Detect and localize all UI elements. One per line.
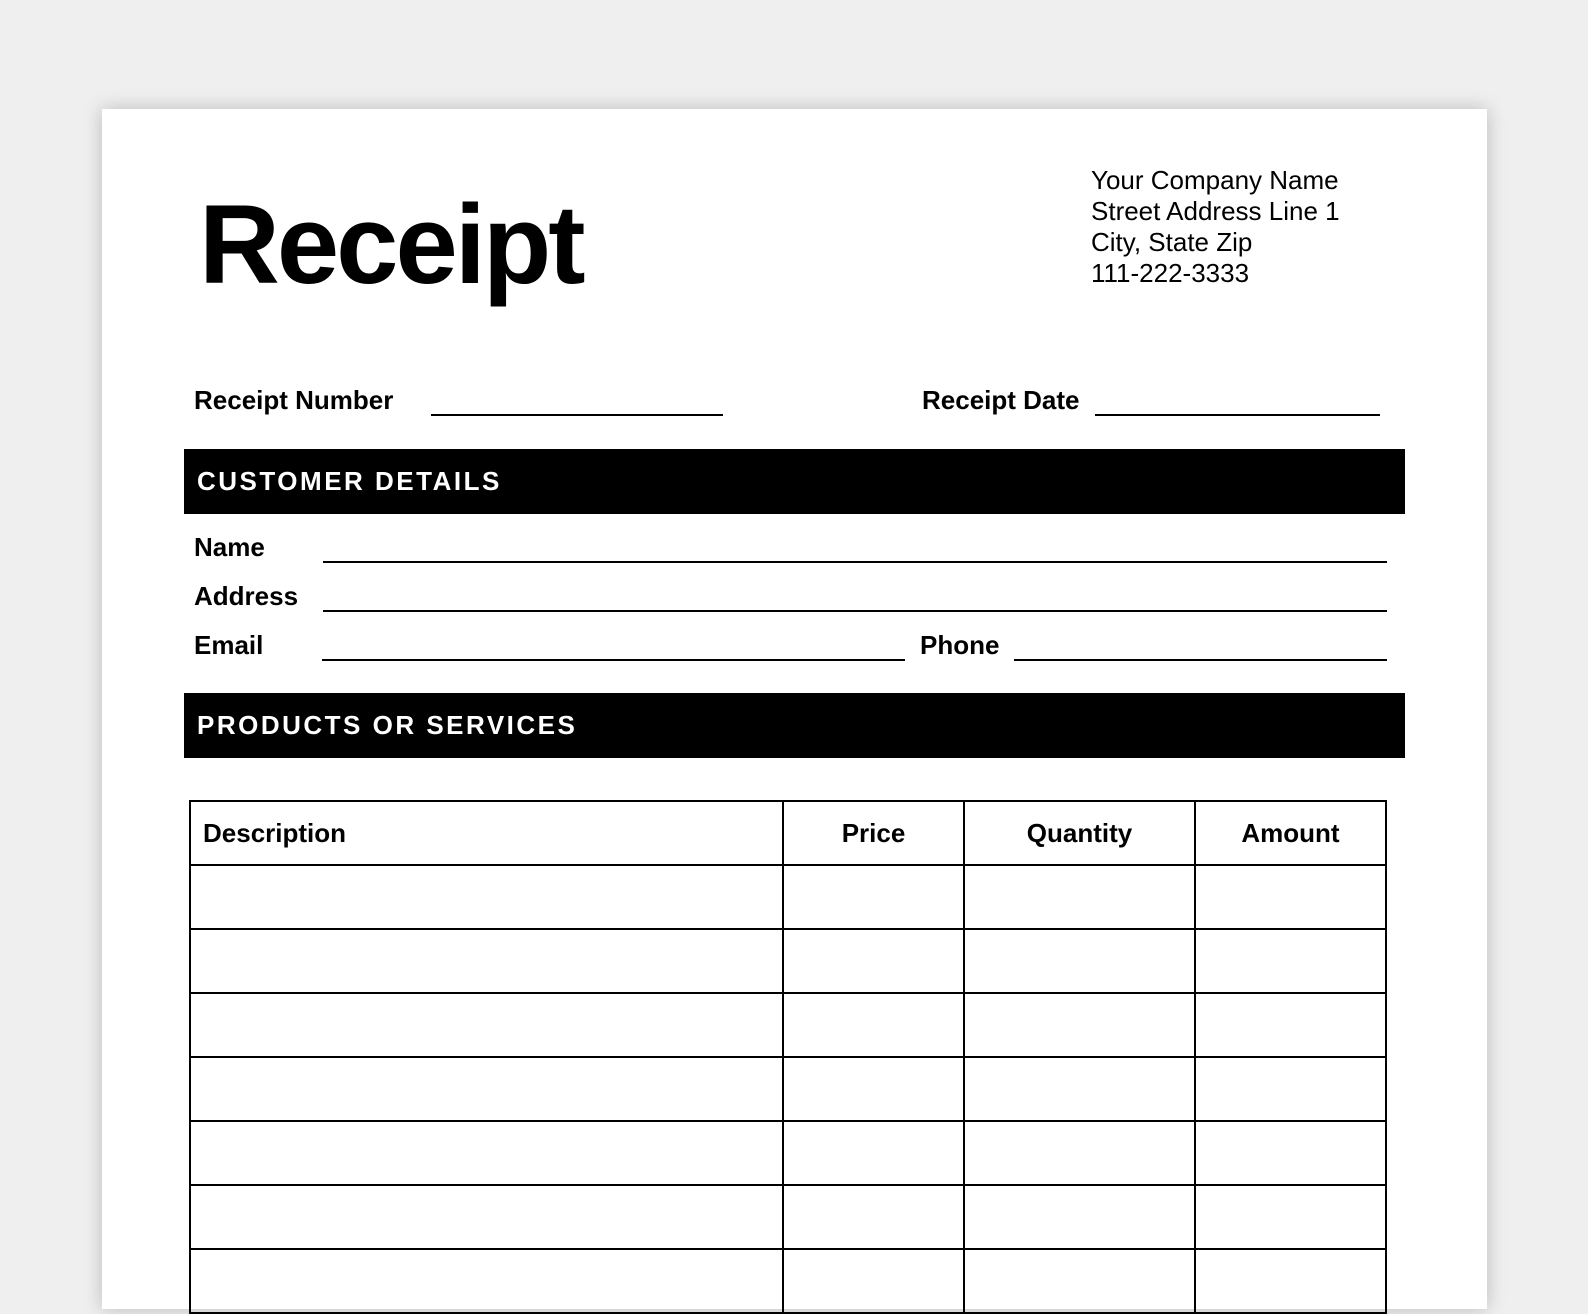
- table-row: [190, 1057, 1386, 1121]
- column-header-amount: Amount: [1195, 801, 1386, 865]
- description-cell[interactable]: [190, 1121, 783, 1185]
- quantity-cell[interactable]: [964, 1121, 1195, 1185]
- table-row: [190, 929, 1386, 993]
- quantity-cell[interactable]: [964, 993, 1195, 1057]
- page-title: Receipt: [199, 182, 583, 307]
- products-table: [189, 800, 1387, 1314]
- quantity-cell[interactable]: [964, 929, 1195, 993]
- table-header-row: [190, 801, 1386, 865]
- email-label: Email: [194, 630, 264, 660]
- amount-cell[interactable]: [1195, 1185, 1386, 1249]
- receipt-date-label: Receipt Date: [922, 385, 1080, 415]
- company-street: Street Address Line 1: [1091, 196, 1340, 226]
- amount-cell[interactable]: [1195, 993, 1386, 1057]
- price-cell[interactable]: [783, 865, 964, 929]
- table-row: [190, 1121, 1386, 1185]
- description-cell[interactable]: [190, 993, 783, 1057]
- price-cell[interactable]: [783, 1185, 964, 1249]
- description-cell[interactable]: [190, 929, 783, 993]
- customer-details-header: CUSTOMER DETAILS: [184, 449, 1405, 514]
- amount-cell[interactable]: [1195, 929, 1386, 993]
- amount-cell[interactable]: [1195, 865, 1386, 929]
- receipt-number-label: Receipt Number: [194, 385, 394, 415]
- email-field[interactable]: [322, 659, 905, 661]
- quantity-cell[interactable]: [964, 1249, 1195, 1313]
- description-cell[interactable]: [190, 1185, 783, 1249]
- column-header-description: Description: [190, 801, 783, 865]
- quantity-cell[interactable]: [964, 1185, 1195, 1249]
- price-cell[interactable]: [783, 929, 964, 993]
- name-field[interactable]: [323, 561, 1387, 563]
- name-label: Name: [194, 532, 265, 562]
- amount-cell[interactable]: [1195, 1057, 1386, 1121]
- amount-cell[interactable]: [1195, 1121, 1386, 1185]
- address-label: Address: [194, 581, 299, 611]
- amount-cell[interactable]: [1195, 1249, 1386, 1313]
- company-city-state-zip: City, State Zip: [1091, 227, 1253, 257]
- table-row: [190, 993, 1386, 1057]
- receipt-number-field[interactable]: [431, 414, 723, 416]
- price-cell[interactable]: [783, 1249, 964, 1313]
- company-phone: 111-222-3333: [1091, 258, 1250, 288]
- description-cell[interactable]: [190, 865, 783, 929]
- column-header-quantity: Quantity: [964, 801, 1195, 865]
- table-row: [190, 865, 1386, 929]
- phone-label: Phone: [920, 630, 1000, 660]
- price-cell[interactable]: [783, 1057, 964, 1121]
- phone-field[interactable]: [1014, 659, 1387, 661]
- company-name: Your Company Name: [1091, 165, 1339, 195]
- company-info: [1091, 165, 1340, 289]
- description-cell[interactable]: [190, 1249, 783, 1313]
- table-row: [190, 1249, 1386, 1313]
- quantity-cell[interactable]: [964, 1057, 1195, 1121]
- column-header-price: Price: [783, 801, 964, 865]
- description-cell[interactable]: [190, 1057, 783, 1121]
- price-cell[interactable]: [783, 993, 964, 1057]
- products-services-header: PRODUCTS OR SERVICES: [184, 693, 1405, 758]
- receipt-date-field[interactable]: [1095, 414, 1380, 416]
- address-field[interactable]: [323, 610, 1387, 612]
- receipt-sheet: [102, 109, 1487, 1309]
- quantity-cell[interactable]: [964, 865, 1195, 929]
- table-row: [190, 1185, 1386, 1249]
- price-cell[interactable]: [783, 1121, 964, 1185]
